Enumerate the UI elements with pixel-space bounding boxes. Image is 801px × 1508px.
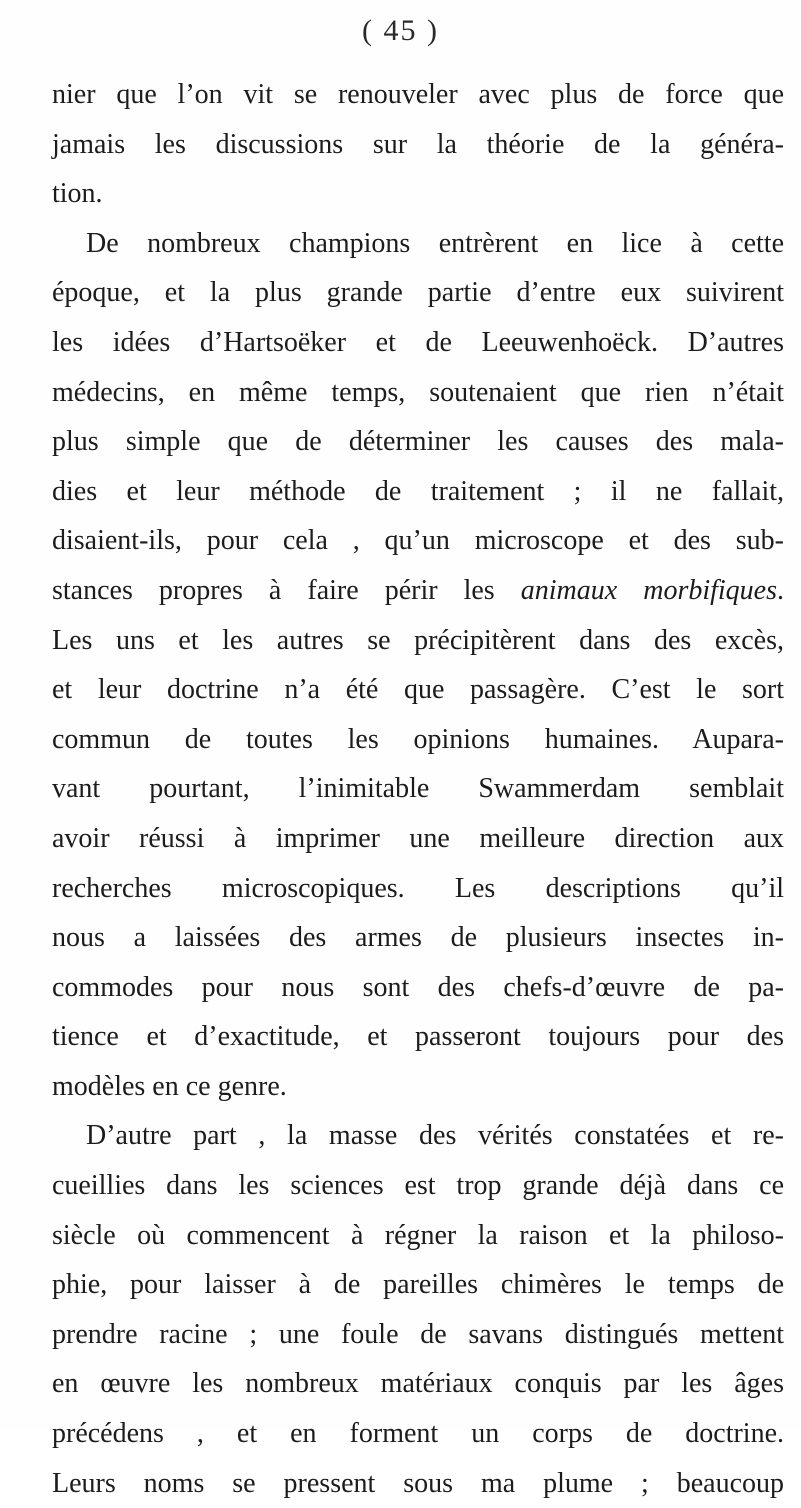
text-line (52, 616, 784, 666)
body-text (52, 70, 784, 1508)
text-segment: recherches microscopiques. Les descriptions qu’il (52, 872, 784, 904)
text-segment: tience et d’exactitude, et passeront toujours pour des (52, 1021, 784, 1053)
text-segment: nier que l’on vit se renouveler avec plus de force que (52, 79, 784, 110)
text-segment: époque, et la plus grande partie d’entre eux suivirent (52, 277, 784, 309)
text-segment: et leur doctrine n’a été que passagère. C’est le sort (52, 674, 784, 706)
text-segment: Leurs noms se pressent sous ma plume ; beaucoup (52, 1467, 784, 1499)
text-line (52, 963, 784, 1013)
text-segment: précédens , et en forment un corps de doctrine. (52, 1418, 784, 1450)
text-segment: dies et leur méthode de traitement ; il ne fallait, (52, 475, 784, 507)
text-segment: plus simple que de déterminer les causes des mala- (52, 426, 784, 458)
text-segment: phie, pour laisser à de pareilles chimères le temps de (52, 1269, 784, 1301)
text-line (52, 467, 784, 517)
text-line (52, 715, 784, 765)
text-line (52, 1310, 784, 1360)
text-segment: médecins, en même temps, soutenaient que rien n’était (52, 376, 784, 408)
text-segment: avoir réussi à imprimer une meilleure direction aux (52, 822, 784, 854)
text-line (52, 1111, 784, 1161)
text-line (52, 318, 784, 368)
text-segment: cueillies dans les sciences est trop grande déjà dans ce (52, 1170, 784, 1202)
text-segment: les idées d’Hartsoëker et de Leeuwenhoëck. D’autres (52, 326, 784, 358)
text-segment: siècle où commencent à régner la raison et la philoso- (52, 1219, 784, 1251)
text-line (52, 169, 784, 219)
text-segment: D’autre part , la masse des vérités constatées et re- (86, 1120, 784, 1152)
text-line (52, 219, 784, 269)
text-line (52, 120, 784, 170)
italic-text: animaux morbifiques (520, 574, 777, 606)
text-segment: disaient-ils, pour cela , qu’un microscope et des sub- (52, 525, 784, 557)
text-segment: Les uns et les autres se précipitèrent dans des excès, (52, 624, 784, 656)
text-segment: tion. (52, 178, 103, 210)
text-line (52, 1359, 784, 1409)
text-segment: stances propres à faire périr les (52, 574, 521, 606)
text-line (52, 913, 784, 963)
text-segment: prendre racine ; une foule de savans distingués mettent (52, 1318, 784, 1350)
text-segment: jamais les discussions sur la théorie de la généra- (52, 128, 784, 160)
text-segment: en œuvre les nombreux matériaux conquis par les âges (52, 1368, 784, 1400)
text-line (52, 1260, 784, 1310)
text-line (52, 1012, 784, 1062)
text-line (52, 566, 784, 616)
text-segment: commun de toutes les opinions humaines. Aupara- (52, 723, 784, 755)
text-line (52, 1062, 784, 1112)
text-segment: modèles en ce genre. (52, 1070, 287, 1102)
text-segment: nous a laissées des armes de plusieurs insectes in- (52, 922, 784, 954)
text-line (52, 864, 784, 914)
text-line (52, 1161, 784, 1211)
text-line (52, 516, 784, 566)
text-line (52, 268, 784, 318)
page-number: ( 45 ) (362, 14, 439, 47)
text-segment: commodes pour nous sont des chefs-d’œuvre de pa- (52, 971, 784, 1003)
text-line (52, 764, 784, 814)
text-line (52, 1459, 784, 1508)
text-line (52, 70, 784, 120)
text-line (52, 1409, 784, 1459)
text-line (52, 368, 784, 418)
text-line (52, 417, 784, 467)
text-line (52, 665, 784, 715)
text-segment: vant pourtant, l’inimitable Swammerdam semblait (52, 773, 784, 805)
text-line (52, 814, 784, 864)
text-line (52, 1211, 784, 1261)
text-segment: . (777, 574, 784, 606)
text-segment: De nombreux champions entrèrent en lice à cette (86, 227, 784, 259)
